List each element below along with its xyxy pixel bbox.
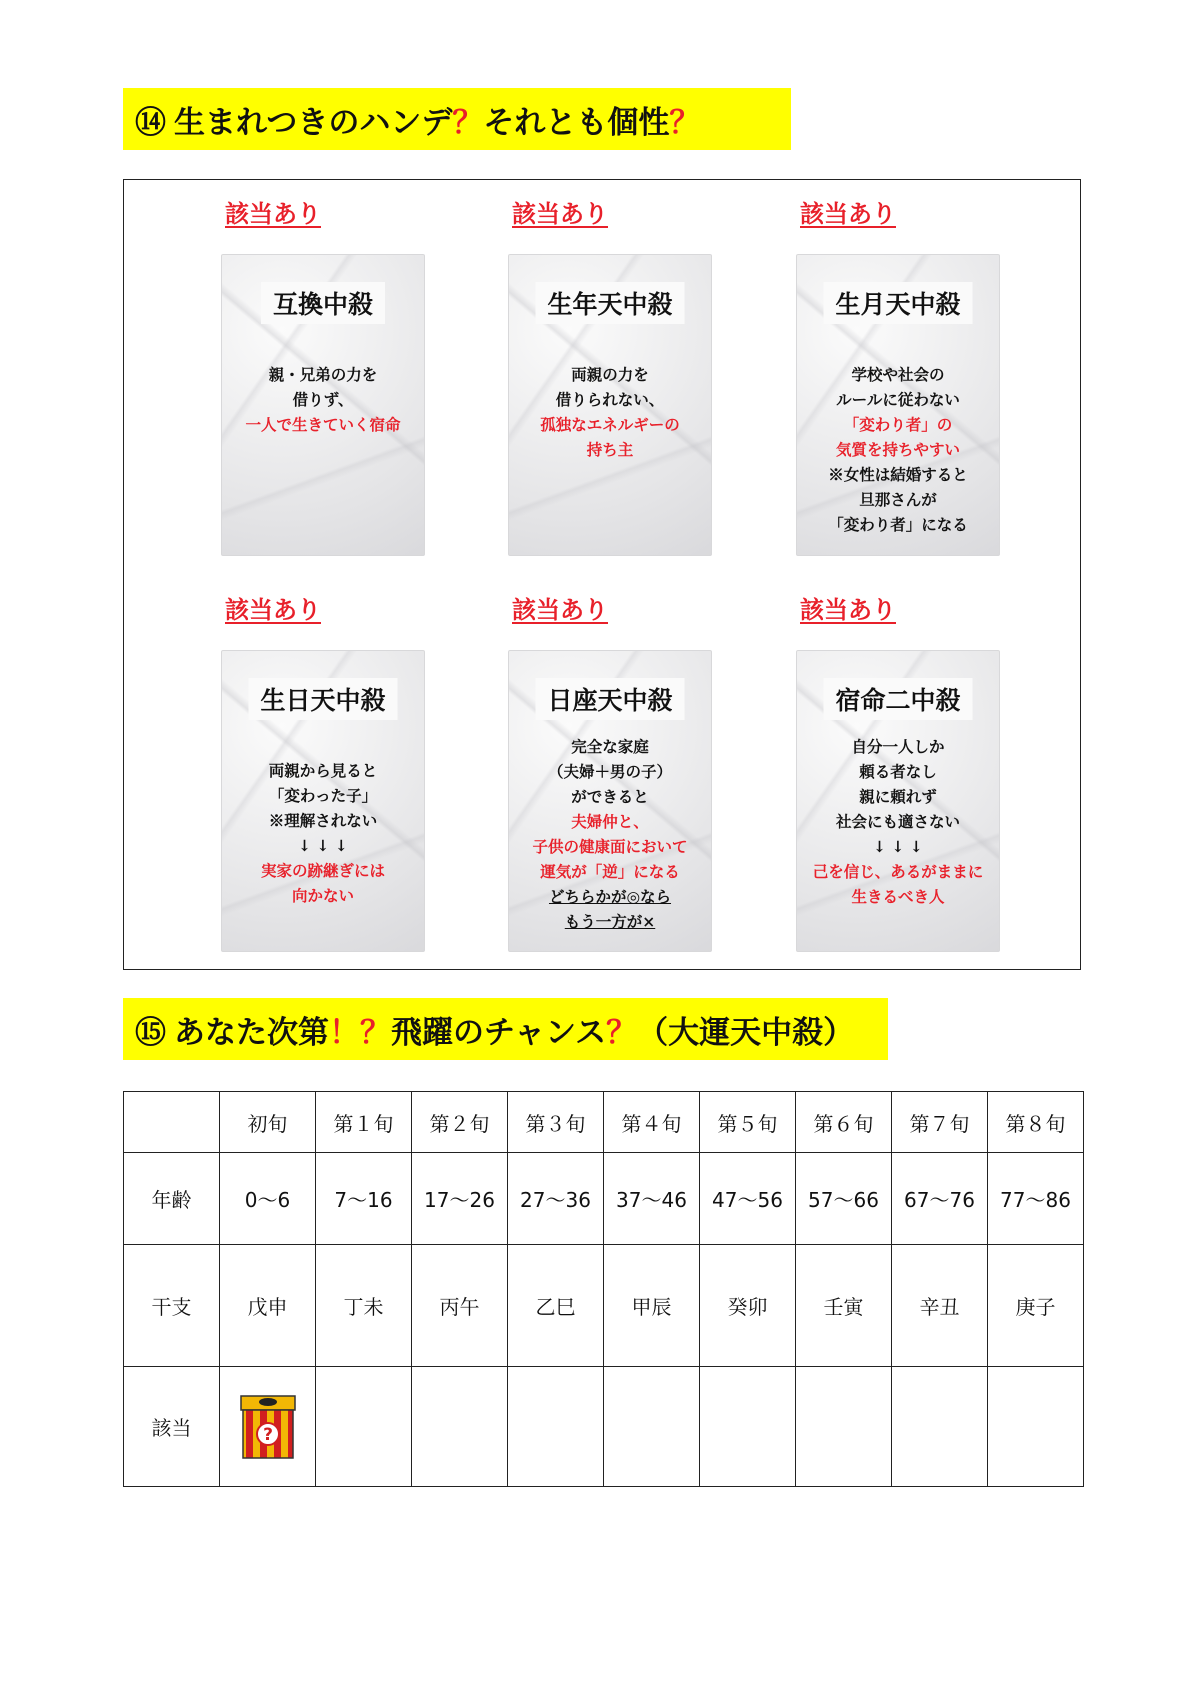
age-cell: 77〜86: [988, 1153, 1084, 1245]
applicable-row: [124, 1367, 1084, 1487]
tenchusatsu-card-6: [796, 590, 1000, 906]
card-line: 運気が「逆」になる: [540, 862, 680, 881]
section-14-heading: [123, 88, 791, 150]
applicable-cell: [796, 1367, 892, 1487]
section-15-heading: [123, 998, 888, 1060]
period-header: 第１旬: [316, 1092, 412, 1153]
period-header: 第３旬: [508, 1092, 604, 1153]
card-line: 実家の跡継ぎには: [260, 861, 385, 880]
age-cell: 37〜46: [604, 1153, 700, 1245]
section-number: ⑮: [135, 1014, 166, 1051]
heading-text: 生まれつきのハンデ: [174, 104, 453, 141]
card-line: 自分一人しか: [851, 737, 945, 756]
card-title: 生日天中殺: [248, 678, 397, 720]
card-description: [796, 362, 1000, 537]
card-description: [508, 362, 712, 462]
svg-text:?: ?: [262, 1424, 273, 1445]
tenchusatsu-card-3: [796, 194, 1000, 534]
kanshi-cell: 乙巳: [508, 1245, 604, 1367]
age-cell: 57〜66: [796, 1153, 892, 1245]
card-line: ができると: [571, 787, 649, 806]
tenchusatsu-card-5: [508, 590, 712, 931]
card-line: 夫婦仲と、: [571, 812, 649, 831]
heading-text: あなた次第: [174, 1014, 329, 1051]
daiun-table: [123, 1091, 1084, 1487]
kanshi-cell: 庚子: [988, 1245, 1084, 1367]
card-line: 旦那さんが: [859, 490, 937, 509]
tenchusatsu-card-4: [221, 590, 425, 905]
kanshi-cell: 甲辰: [604, 1245, 700, 1367]
card-line: 親・兄弟の力を: [268, 365, 378, 384]
question-mark: ？: [452, 104, 484, 141]
card-line: どちらかが◎なら: [548, 887, 672, 906]
card-line: 一人で生きていく宿命: [245, 415, 401, 434]
tenchusatsu-card-1: [221, 194, 425, 434]
marble-card: [508, 254, 712, 556]
card-line: ↓ ↓ ↓: [298, 836, 348, 855]
card-line: 「変わり者」になる: [828, 515, 968, 534]
period-header: 第２旬: [412, 1092, 508, 1153]
kanshi-cell: 壬寅: [796, 1245, 892, 1367]
period-header: 第５旬: [700, 1092, 796, 1153]
age-cell: 7〜16: [316, 1153, 412, 1245]
applicable-cell: [892, 1367, 988, 1487]
age-cell: 67〜76: [892, 1153, 988, 1245]
card-title: 宿命二中殺: [823, 678, 972, 720]
marble-card: [221, 650, 425, 952]
applicable-cell: [604, 1367, 700, 1487]
kanshi-cell: 辛丑: [892, 1245, 988, 1367]
age-row: [124, 1153, 1084, 1245]
card-line: 完全な家庭: [571, 737, 649, 756]
card-line: もう一方が×: [564, 912, 656, 931]
applicable-label: 該当あり: [225, 200, 321, 228]
card-description: [221, 758, 425, 908]
card-line: ※女性は結婚すると: [828, 465, 968, 484]
period-header: 第８旬: [988, 1092, 1084, 1153]
card-line: 学校や社会の: [851, 365, 945, 384]
card-line: 社会にも適さない: [835, 812, 960, 831]
header-row: [124, 1092, 1084, 1153]
applicable-label: 該当あり: [800, 596, 896, 624]
heading-text-3: （大運天中殺）: [637, 1014, 855, 1051]
applicable-cell: [220, 1367, 316, 1487]
section-number: ⑭: [135, 104, 166, 141]
exclaim-question-marks: ！？: [329, 1014, 391, 1051]
applicable-cell: [412, 1367, 508, 1487]
age-cell: 0〜6: [220, 1153, 316, 1245]
applicable-label: 該当あり: [512, 200, 608, 228]
card-line: 持ち主: [586, 440, 634, 459]
marble-card: [796, 254, 1000, 556]
kanshi-row: [124, 1245, 1084, 1367]
card-line: 「変わった子」: [268, 786, 378, 805]
card-line: ※理解されない: [268, 811, 378, 830]
card-line: 親に頼れず: [859, 787, 937, 806]
card-line: 孤独なエネルギーの: [540, 415, 680, 434]
card-line: ルールに従わない: [836, 390, 960, 409]
card-line: 両親から見ると: [268, 761, 378, 780]
card-description: [221, 362, 425, 437]
question-mark: ？: [669, 104, 701, 141]
applicable-label: 該当あり: [512, 596, 608, 624]
card-title: 生月天中殺: [823, 282, 972, 324]
question-mark: ？: [606, 1014, 638, 1051]
marble-card: [508, 650, 712, 952]
applicable-cell: [700, 1367, 796, 1487]
card-line: 向かない: [291, 886, 354, 905]
card-title: 互換中殺: [261, 282, 385, 324]
period-header: 第７旬: [892, 1092, 988, 1153]
corner-cell: [124, 1092, 220, 1153]
mystery-box-icon: [239, 1394, 297, 1460]
heading-text-2: 飛躍のチャンス: [391, 1014, 607, 1051]
card-line: 生きるべき人: [851, 887, 945, 906]
kanshi-cell: 丙午: [412, 1245, 508, 1367]
card-line: 借りず、: [292, 390, 354, 409]
heading-text-2: それとも個性: [483, 104, 670, 141]
tenchusatsu-card-2: [508, 194, 712, 459]
row-label: 年齢: [124, 1153, 220, 1245]
kanshi-cell: 丁未: [316, 1245, 412, 1367]
row-label: 該当: [124, 1367, 220, 1487]
card-title: 生年天中殺: [535, 282, 684, 324]
card-line: 借りられない、: [555, 390, 665, 409]
age-cell: 17〜26: [412, 1153, 508, 1245]
period-header: 第４旬: [604, 1092, 700, 1153]
marble-card: [796, 650, 1000, 952]
age-cell: 27〜36: [508, 1153, 604, 1245]
card-line: ↓ ↓ ↓: [873, 837, 923, 856]
card-line: 「変わり者」の: [843, 415, 953, 434]
kanshi-cell: 癸卯: [700, 1245, 796, 1367]
tenchusatsu-cards-frame: [123, 179, 1081, 970]
card-line: 気質を持ちやすい: [835, 440, 960, 459]
period-header: 初旬: [220, 1092, 316, 1153]
period-header: 第６旬: [796, 1092, 892, 1153]
applicable-label: 該当あり: [225, 596, 321, 624]
applicable-label: 該当あり: [800, 200, 896, 228]
row-label: 干支: [124, 1245, 220, 1367]
kanshi-cell: 戊申: [220, 1245, 316, 1367]
card-description: [508, 734, 712, 934]
card-line: 子供の健康面において: [532, 837, 688, 856]
applicable-cell: [316, 1367, 412, 1487]
marble-card: [221, 254, 425, 556]
age-cell: 47〜56: [700, 1153, 796, 1245]
card-line: 頼る者なし: [859, 762, 937, 781]
card-description: [796, 734, 1000, 909]
applicable-cell: [988, 1367, 1084, 1487]
applicable-cell: [508, 1367, 604, 1487]
card-line: （夫婦＋男の子）: [547, 762, 672, 781]
card-line: 己を信じ、あるがままに: [812, 862, 984, 881]
card-title: 日座天中殺: [535, 678, 684, 720]
card-line: 両親の力を: [571, 365, 649, 384]
